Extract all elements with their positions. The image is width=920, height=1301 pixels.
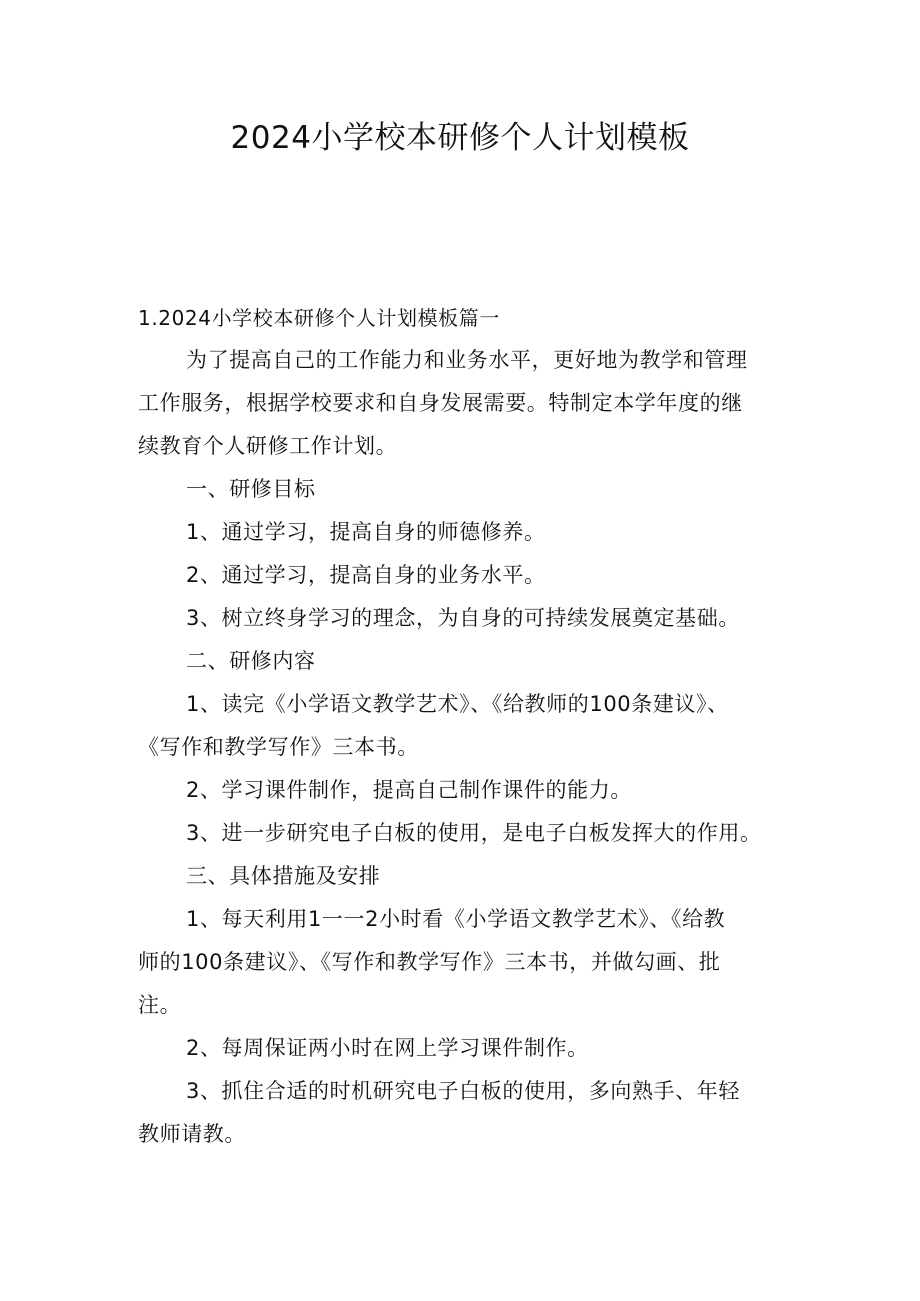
list-item: 3、抓住合适的时机研究电子白板的使用，多向熟手、年轻 <box>186 1079 740 1103</box>
list-item: 1、读完《小学语文教学艺术》、《给教师的100条建议》、 <box>186 692 729 716</box>
list-item: 3、进一步研究电子白板的使用，是电子白板发挥大的作用。 <box>186 821 762 845</box>
document-title: 2024小学校本研修个人计划模板 <box>230 120 690 156</box>
list-item: 1、通过学习，提高自身的师德修养。 <box>186 520 546 544</box>
list-item: 1、每天利用1一一2小时看《小学语文教学艺术》、《给教 <box>186 907 726 931</box>
paragraph-line: 续教育个人研修工作计划。 <box>138 434 398 458</box>
list-item-continuation: 教师请教。 <box>138 1122 246 1146</box>
list-item-continuation: 注。 <box>138 993 182 1017</box>
paragraph-line: 工作服务，根据学校要求和自身发展需要。特制定本学年度的继 <box>138 391 743 415</box>
subheading-goals: 一、研修目标 <box>186 477 316 501</box>
list-item: 3、树立终身学习的理念，为自身的可持续发展奠定基础。 <box>186 606 740 630</box>
section-heading: 1.2024小学校本研修个人计划模板篇一 <box>138 306 500 330</box>
list-item: 2、每周保证两小时在网上学习课件制作。 <box>186 1036 589 1060</box>
subheading-content: 二、研修内容 <box>186 649 316 673</box>
list-item: 2、学习课件制作，提高自己制作课件的能力。 <box>186 778 632 802</box>
list-item-continuation: 《写作和教学写作》三本书。 <box>138 735 419 759</box>
paragraph-line: 为了提高自己的工作能力和业务水平，更好地为教学和管理 <box>186 348 748 372</box>
subheading-measures: 三、具体措施及安排 <box>186 864 381 888</box>
list-item: 2、通过学习，提高自身的业务水平。 <box>186 563 546 587</box>
list-item-continuation: 师的100条建议》、《写作和教学写作》三本书，并做勾画、批 <box>138 950 721 974</box>
document-body <box>138 300 798 1156</box>
